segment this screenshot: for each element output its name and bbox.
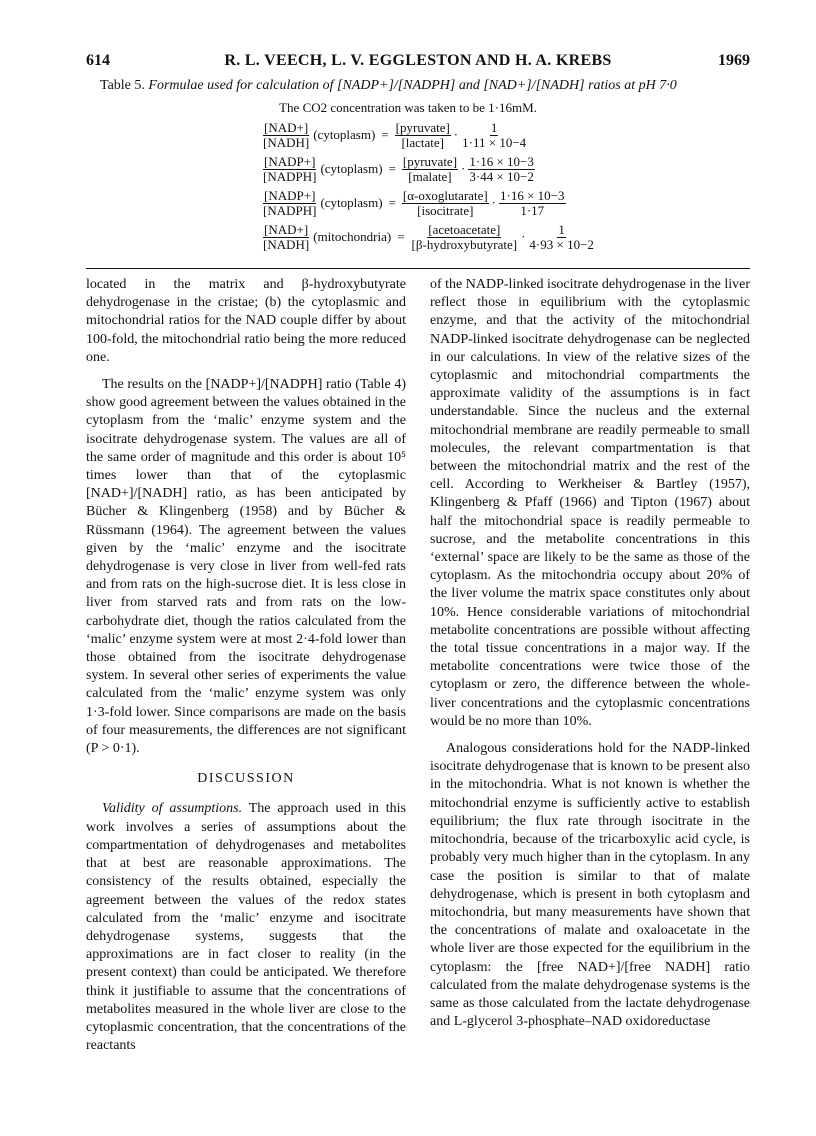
fraction-numerator: [NADP+]	[264, 153, 316, 169]
fraction-denominator: 4·93 × 10−2	[529, 236, 594, 252]
fraction-numerator: [NAD+]	[264, 119, 309, 135]
compartment-label: (mitochondria)	[313, 229, 392, 244]
constant-fraction	[468, 155, 535, 184]
ratio-fraction	[262, 223, 310, 252]
paragraph: of the NADP-linked isocitrate dehydrogenase in the liver reflect those in equilibrium with the cytoplasmic enzyme, and that the activity of the mitochondrial NADP-linked isocitrate dehydrogenase can be neglected in our calculations. In view of the relative sizes of the cytoplasmic and mitochondrial compartments the approximate validity of the assumptions is in fact understandable. Since the nucleus and the external mitochondrial membrane are readily permeable to small molecules, the relevant compartmentation is that between the mitochondrial matrix and the rest of the cell. According to Werkheiser & Bartley (1957), Klingenberg & Pfaff (1966) and Tipton (1967) about half the mitochondrial space is readily permeable to sucrose, and the metabolite concentrations in this ‘external’ space are likely to be the same as those of the cytoplasm. As the mitochondria occupy about 20% of the liver volume the matrix space constitutes only about 10%. Hence considerable variations of mitochondrial metabolite concentrations are possible without affecting the total tissue concentrations in a major way. If the metabolite concentrations were twice those of the cytoplasm or zero, the difference between the whole-liver concentrations and the cytoplasmic concentrations would be no more than 10%.	[430, 277, 750, 729]
fraction-numerator: 1	[490, 119, 498, 135]
ratio-fraction	[262, 155, 317, 184]
paragraph: Analogous considerations hold for the NADP-linked isocitrate dehydrogenase that is known to be present also in the mitochondria. What is not known is whether the mitochondrial enzyme is sufficiently active to establish equilibrium; the flux rate through isocitrate in the mitochondria, because of the tricarboxylic acid cycle, is probably very much higher than in the cytoplasm. In any case the position is similar to that of malate dehydrogenase, which is present in both cytoplasm and mitochondria, but many measurements have shown that the concentrations of malate and oxaloacetate in the whole liver are those expected for the equilibrium in the cytoplasm: the [free NAD+]/[free NADH] ratio calculated from the malate dehydrogenase systems is the same as those calculated from the lactate dehydrogenase and L-glycerol 3-phosphate–NAD oxidoreductase	[430, 741, 750, 1030]
multiply-dot: ·	[453, 127, 459, 142]
table-bottom-rule	[86, 268, 750, 269]
running-head-authors: R. L. VEECH, L. V. EGGLESTON AND H. A. KREBS	[224, 52, 612, 69]
metabolite-fraction	[411, 223, 519, 252]
equals-sign: =	[397, 229, 405, 244]
fraction-numerator: [acetoacetate]	[428, 221, 501, 237]
table-note: The CO2 concentration was taken to be 1·16mM.	[279, 100, 537, 115]
running-head	[86, 52, 750, 76]
left-column	[86, 276, 406, 1055]
table-caption	[100, 78, 760, 94]
multiply-dot: ·	[491, 195, 497, 210]
right-column	[430, 276, 750, 1031]
formula-row	[262, 118, 662, 152]
table-number: Table 5.	[100, 78, 145, 93]
fraction-denominator: [malate]	[408, 168, 452, 184]
multiply-dot: ·	[521, 229, 526, 244]
equals-sign: =	[388, 195, 396, 210]
fraction-denominator: 1·17	[520, 202, 545, 218]
ratio-fraction	[262, 189, 317, 218]
fraction-numerator: [pyruvate]	[395, 119, 450, 135]
table-title: Formulae used for calculation of [NADP+]/[NADPH] and [NAD+]/[NADH] ratios at pH 7·0	[148, 78, 677, 93]
constant-fraction	[528, 223, 595, 252]
section-heading: DISCUSSION	[197, 771, 295, 787]
multiply-dot: ·	[461, 161, 466, 176]
fraction-denominator: [NADH]	[263, 236, 310, 252]
fraction-denominator: [isocitrate]	[417, 202, 474, 218]
metabolite-fraction	[402, 155, 458, 184]
metabolite-fraction	[395, 121, 451, 150]
fraction-numerator: [α-oxoglutarate]	[402, 187, 488, 203]
fraction-numerator: [NAD+]	[264, 221, 309, 237]
compartment-label: (cytoplasm)	[313, 127, 376, 142]
compartment-label: (cytoplasm)	[320, 161, 383, 176]
ratio-fraction	[262, 121, 310, 150]
formula-table	[262, 118, 662, 254]
fraction-denominator: [NADPH]	[263, 168, 317, 184]
fraction-numerator: [pyruvate]	[402, 153, 458, 169]
running-head-year: 1969	[718, 52, 750, 69]
fraction-denominator: [NADPH]	[263, 202, 317, 218]
equals-sign: =	[388, 161, 396, 176]
compartment-label: (cytoplasm)	[320, 195, 383, 210]
run-in-heading: Validity of assumptions.	[102, 801, 243, 817]
paragraph	[86, 800, 406, 1055]
fraction-denominator: [lactate]	[401, 134, 445, 150]
fraction-denominator: 1·11 × 10−4	[462, 134, 527, 150]
page-number: 614	[86, 52, 110, 69]
constant-fraction	[499, 189, 566, 218]
fraction-numerator: 1	[558, 221, 565, 237]
fraction-denominator: 3·44 × 10−2	[469, 168, 534, 184]
fraction-denominator: [β-hydroxybutyrate]	[411, 236, 518, 252]
paragraph: located in the matrix and β-hydroxybutyrate dehydrogenase in the cristae; (b) the cytoplasmic and mitochondrial ratios for the NAD couple differ by about 100-fold, the mitochondrial ratio being the more reduced one.	[86, 277, 406, 365]
fraction-numerator: [NADP+]	[264, 187, 316, 203]
equals-sign: =	[381, 127, 389, 142]
formula-row	[262, 152, 662, 186]
formula-row	[262, 186, 662, 220]
paragraph-text: The approach used in this work involves a series of assumptions about the compartmentation of dehydrogenases and metabolites that at best are reasonable approximations. The consistency of the results obtained, especially the agreement between the values of the redox states calculated from the ‘malic’ enzyme and isocitrate dehydrogenase systems, suggests that the approximations are in fact closer to reality (in the present context) than could be anticipated. We therefore think it justifiable to assume that the concentrations of metabolites measured in the whole liver are close to the cytoplasmic concentration, that the concentrations of the reactants	[86, 801, 406, 1054]
formula-row	[262, 220, 662, 254]
paragraph: The results on the [NADP+]/[NADPH] ratio (Table 4) show good agreement between the values obtained in the cytoplasm from the ‘malic’ enzyme system and the isocitrate dehydrogenase system. The values are all of the same order of magnitude and this order is about 10⁵ times lower than that of the cytoplasmic [NAD+]/[NADH] ratio, as has been anticipated by Bücher & Klingenberg (1958) and by Bücher & Rüssmann (1964). The agreement between the values given by the ‘malic’ enzyme and the isocitrate dehydrogenase is very close in liver from well-fed rats and from rats on the high-sucrose diet. It is less close in liver from starved rats and from rats on the low-carbohydrate diet, though the ratios calculated from the ‘malic’ enzyme system were at most 2·4-fold lower than those obtained from the isocitrate dehydrogenase system. In several other series of experiments the value calculated from the ‘malic’ enzyme system was only 1·3-fold lower. Since comparisons are made on the basis of four measurements, the differences are not significant (P > 0·1).	[86, 377, 406, 757]
constant-fraction	[461, 121, 527, 150]
fraction-numerator: 1·16 × 10−3	[469, 153, 534, 169]
fraction-denominator: [NADH]	[263, 134, 310, 150]
fraction-numerator: 1·16 × 10−3	[500, 187, 565, 203]
metabolite-fraction	[402, 189, 489, 218]
